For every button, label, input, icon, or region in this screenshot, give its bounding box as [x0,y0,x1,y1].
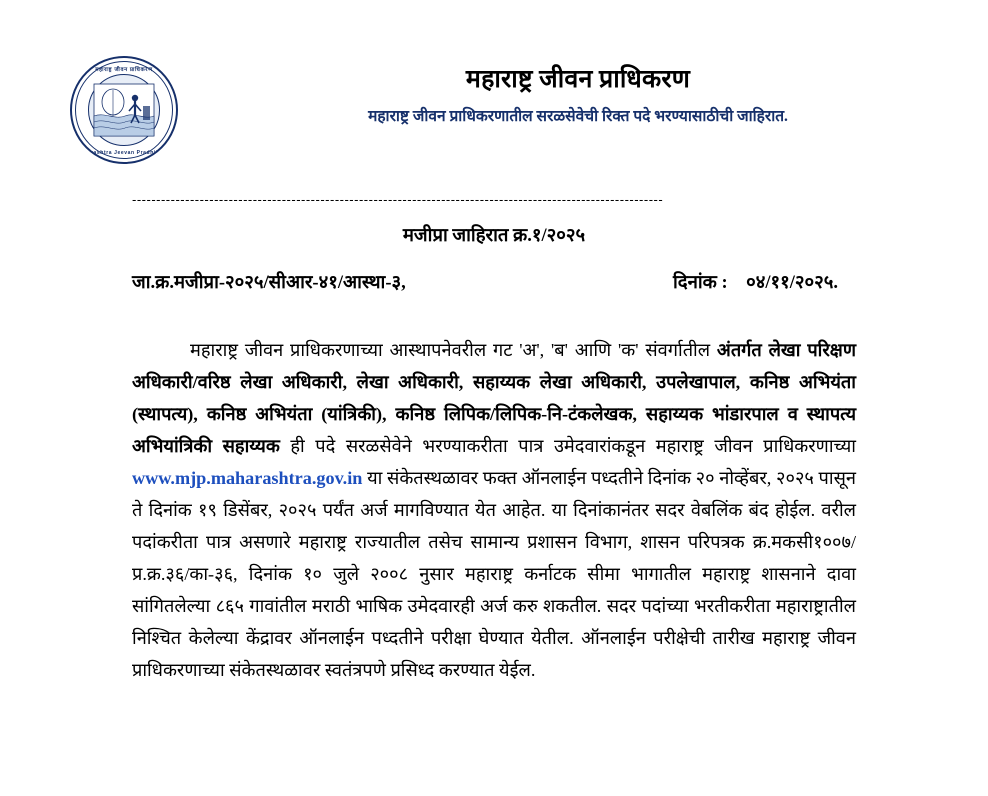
document-header [0,0,988,164]
seal-emblem-icon [93,82,155,138]
date-value: ०४/११/२०२५. [746,273,838,293]
logo-container [0,52,248,164]
row-spacer [406,269,673,294]
body-paragraph [132,334,856,686]
title-block [248,52,988,127]
website-link[interactable]: www.mjp.maharashtra.gov.in [132,468,363,488]
organization-subtitle: महाराष्ट्र जीवन प्राधिकरणातील सरळसेवेची रिक्त पदे भरण्यासाठीची जाहिरात. [368,108,788,126]
reference-date-row [132,269,856,294]
organization-title: महाराष्ट्र जीवन प्राधिकरण [465,66,691,93]
advertisement-number: मजीप्रा जाहिरात क्र.१/२०२५ [402,226,586,246]
seal-top-text: महाराष्ट्र जीवन प्राधिकरण [95,67,153,73]
body-segment-3: ही पदे सरळसेवेने भरण्याकरीता पात्र उमेदवारांकडून महाराष्ट्र जीवन प्राधिकरणाच्या [290,436,856,456]
document-date [673,269,856,294]
seal-bottom-text: Maharashtra Jeevan Pradhikaran [75,150,173,156]
horizontal-divider: -------------------------------------------------------------------------------------------------------------- [132,192,664,207]
date-label: दिनांक : [672,273,728,293]
body-segment-1: महाराष्ट्र जीवन प्राधिकरणाच्या आस्थापनेवरील गट 'अ', 'ब' आणि 'क' संवर्गातील [190,340,717,360]
document-body [132,334,856,686]
organization-seal-icon [70,56,178,164]
body-post-list-bold: अंतर्गत लेखा परिक्षण अधिकारी/वरिष्ठ लेखा अधिकारी, लेखा अधिकारी, सहाय्यक लेखा अधिकारी, उपलेखापाल, कनिष्ठ अभियंता (स्थापत्य), कनिष्ठ अभियंता (यांत्रिकी), कनिष्ठ लिपिक/लिपिक-नि-टंकलेखक, सहाय्यक भांडारपाल व स्थापत्य अभियांत्रिकी सहाय्यक [132,340,856,456]
reference-number: जा.क्र.मजीप्रा-२०२५/सीआर-४१/आस्था-३, [132,273,406,293]
body-segment-4: या संकेतस्थळावर फक्त ऑनलाईन पध्दतीने दिनांक २० नोव्हेंबर, २०२५ पासून ते दिनांक १९ डिसेंबर, २०२५ पर्यंत अर्ज मागविण्यात येत आहेत. या दिनांकानंतर सदर वेबलिंक बंद होईल. वरील पदांकरीता पात्र असणारे महाराष्ट्र राज्यातील तसेच सामान्य प्रशासन विभाग, शासन परिपत्रक क्र.मकसी१००७/प्र.क्र.३६/का-३६, दिनांक १० जुले २००८ नुसार महाराष्ट्र कर्नाटक सीमा भागातील महाराष्ट्र शासनाने दावा सांगितलेल्या ८६५ गावांतील मराठी भाषिक उमेदवारही अर्ज करु शकतील. सदर पदांच्या भरतीकरीता महाराष्ट्रातील निश्चित केलेल्या केंद्रावर ऑनलाईन पध्दतीने परीक्षा घेण्यात येतील. ऑनलाईन परीक्षेची तारीख महाराष्ट्र जीवन प्राधिकरणाच्या संकेतस्थळावर स्वतंत्रपणे प्रसिध्द करण्यात येईल. [132,468,856,680]
